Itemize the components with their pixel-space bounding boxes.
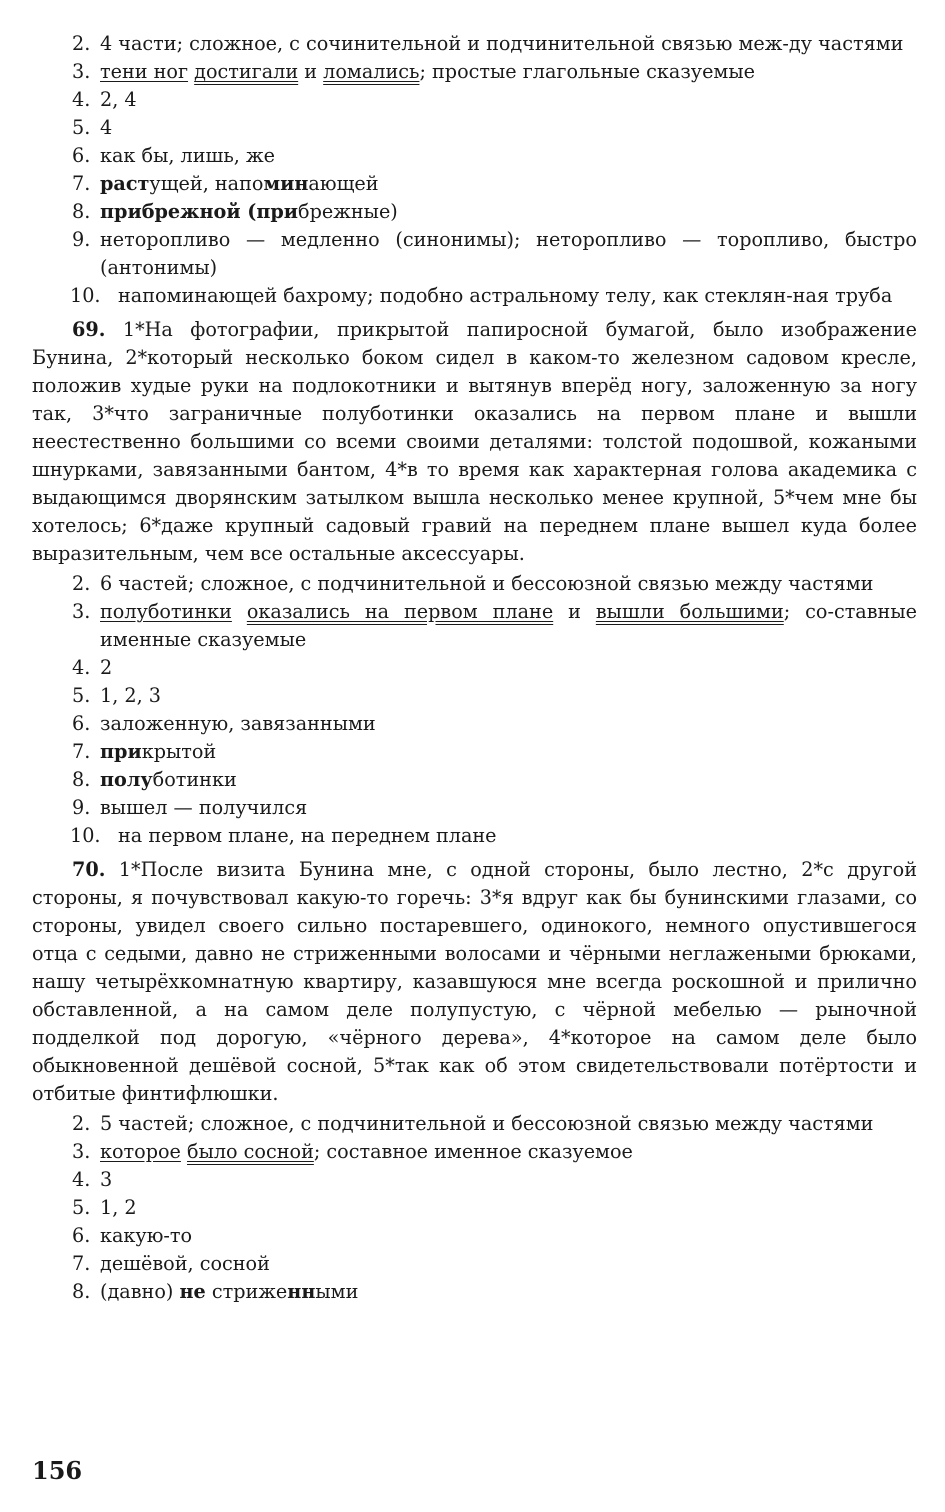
answer-item [32,30,917,58]
exercise-number: 69. [72,318,106,341]
answers-block-70 [32,1110,917,1306]
answer-item: 2. 6 частей; сложное, с подчинительной и бессоюзной связью между частями [72,572,874,595]
answer-item: 4. 3 [72,1168,113,1191]
page-content [32,30,917,1306]
answer-item: 3. тени ног достигали и ломались; простые глагольные сказуемые [32,58,917,86]
answer-item: 6. как бы, лишь, же [72,144,276,167]
answer-item: 2. 5 частей; сложное, с подчинительной и бессоюзной связью между частями [72,1112,874,1135]
item-number: 3. [72,60,91,83]
answer-item: 4. 2 [72,656,113,679]
answer-item: 5. 1, 2 [72,1196,137,1219]
subject-underlined: тени ног [100,60,189,83]
item-number: 2. [72,32,91,55]
page-number: 156 [32,1456,83,1485]
predicate-underlined: ломались [323,60,420,83]
answer-item: 5. 1, 2, 3 [72,684,162,707]
answer-item: 7. растущей, напоминающей [72,172,379,195]
answer-item: 9. вышел — получился [72,796,308,819]
answers-block-68 [32,30,917,310]
answer-item: 8. прибрежной (прибрежные) [72,200,398,223]
answer-item: 3. которое было сосной; составное именное сказуемое [72,1140,633,1163]
answer-item: 7. прикрытой [72,740,217,763]
answer-item: 8. (давно) не стриженными [72,1280,359,1303]
answer-item: 6. какую-то [72,1224,193,1247]
predicate-underlined: вышли большими [595,600,784,623]
answer-item: 10. на первом плане, на переднем плане [70,824,497,847]
answers-block-69 [32,570,917,850]
exercise-69-text: 69. 1*На фотографии, прикрытой папиросной бумагой, было изображение Бунина, 2*который несколько боком сидел в каком-то железном садовом кресле, положив худые руки на подлокотники и вытянув вперёд ногу, заложенную за ногу так, 3*что заграничные полуботинки оказались на первом плане и вышли неестественно большими со всеми своими деталями: толстой подошвой, кожаными шнурками, завязанными бантом, 4*в то время как характерная голова академика с выдающимся дворянским затылком вышла несколько менее крупной, 5*чем мне бы хотелось; 6*даже крупный садовый гравий на переднем плане вышел куда более выразительным, чем все остальные аксессуары. [32,318,917,565]
subject-underlined: полуботинки [100,600,232,623]
answer-item: 5. 4 [72,116,113,139]
subject-underlined: которое [100,1140,181,1163]
exercise-70-text: 70. 1*После визита Бунина мне, с одной стороны, было лестно, 2*с другой стороны, я почувствовал какую-то горечь: 3*я вдруг как бы бунинскими глазами, со стороны, увидел своего сильно постаревшего, одинокого, немного опустившегося отца с седыми, давно не стриженными волосами и чёрными неглажеными брюками, нашу четырёхкомнатную квартиру, казавшуюся мне всегда роскошной и прилично обставленной, а на самом деле полупустую, с чёрной мебелью — рыночной подделкой под дорогую, «чёрного дерева», 4*которое на самом деле было обыкновенной дешёвой сосной, 5*так как об этом свидетельствовали потёртости и отбитые финтифлюшки. [32,858,917,1105]
answer-item: 8. полуботинки [72,768,237,791]
answer-item: 7. дешёвой, сосной [72,1252,270,1275]
predicate-underlined: достигали [194,60,299,83]
answer-item: 10. напоминающей бахрому; подобно астральному телу, как стеклян-ная труба [70,284,893,307]
item-text: 4 части; сложное, с сочинительной и подчинительной связью меж-ду частями [100,32,904,55]
exercise-number: 70. [72,858,106,881]
answer-item: 9. неторопливо — медленно (синонимы); неторопливо — торопливо, быстро (антонимы) [72,228,917,279]
predicate-underlined: было сосной [187,1140,314,1163]
predicate-underlined: оказались на первом плане [246,600,554,623]
answer-item: 4. 2, 4 [72,88,137,111]
answer-item: 6. заложенную, завязанными [72,712,376,735]
answer-item: 3. полуботинки оказались на первом плане и вышли большими; со-ставные именные сказуемые [72,600,917,651]
